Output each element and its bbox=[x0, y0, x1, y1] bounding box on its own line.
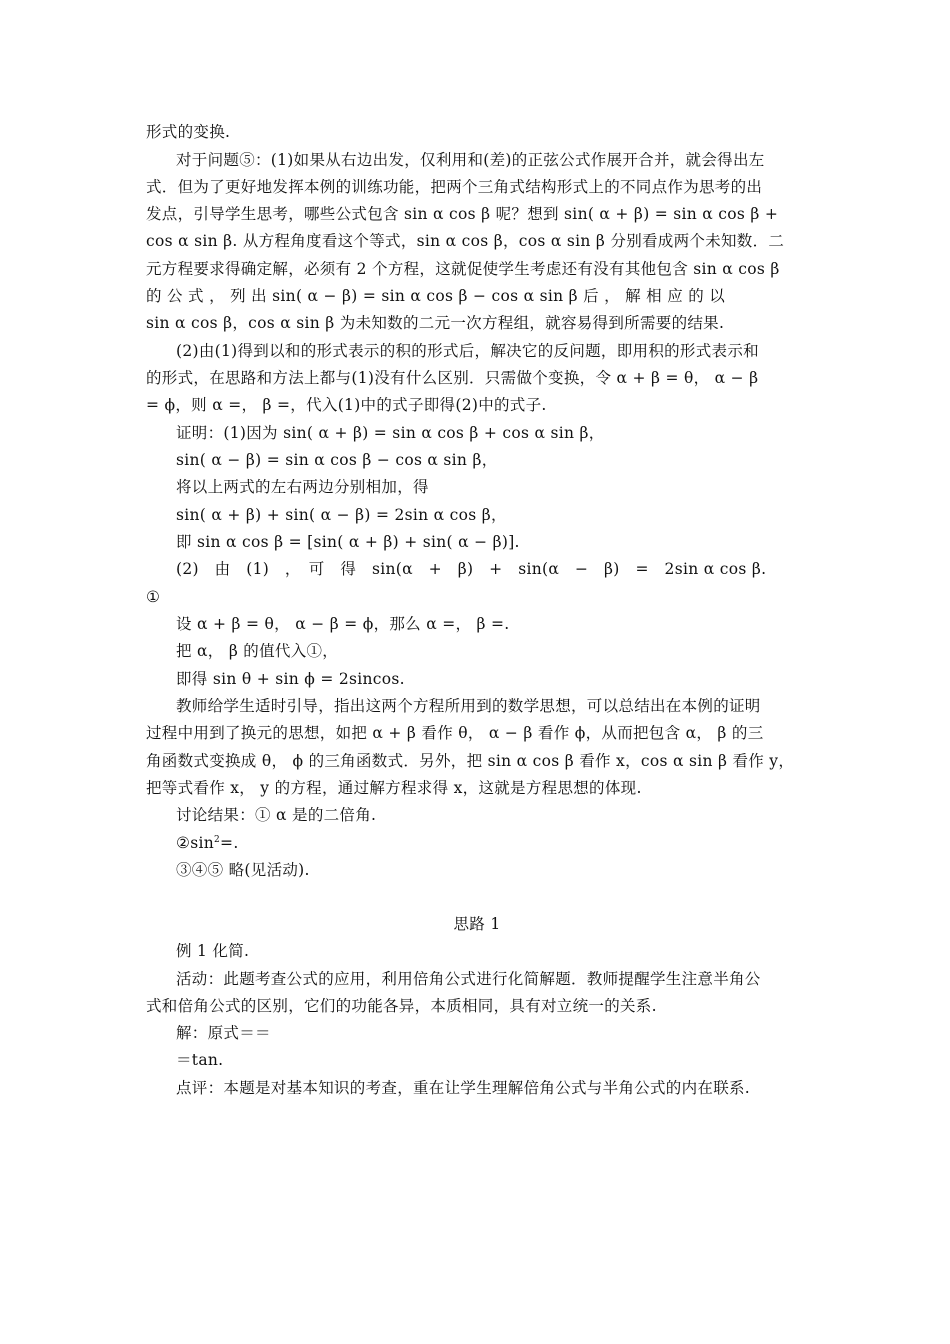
text-line: 形式的变换. bbox=[146, 123, 231, 141]
text-line: ＝tan. bbox=[176, 1051, 224, 1069]
text-line: 讨论结果：① α 是的二倍角. bbox=[176, 806, 377, 824]
text-line: 点评：本题是对基本知识的考查，重在让学生理解倍角公式与半角公式的内在联系. bbox=[176, 1079, 751, 1097]
text-line bbox=[176, 833, 808, 853]
text-line: 解：原式＝＝ bbox=[176, 1024, 271, 1042]
text-line: 过程中用到了换元的思想，如把 α + β 看作 θ， α − β 看作 ϕ，从而把包含 α， β 的三 bbox=[146, 724, 764, 742]
text-line: 的形式，在思路和方法上都与(1)没有什么区别．只需做个变换，令 α + β = θ， α − β bbox=[146, 369, 759, 387]
text-line: 式．但为了更好地发挥本例的训练功能，把两个三角式结构形式上的不同点作为思考的出 bbox=[146, 178, 763, 196]
text-line: 即 sin α cos β = [sin( α + β) + sin( α − β)]. bbox=[176, 533, 520, 551]
text-line: (2) 由 (1) ， 可 得 sin(α + β) + sin(α − β) = 2sin α cos β. bbox=[176, 560, 767, 578]
superscript: 2 bbox=[214, 834, 221, 845]
text-line: cos α sin β. 从方程角度看这个等式，sin α cos β，cos α sin β 分别看成两个未知数．二 bbox=[146, 232, 785, 250]
text-line: 角函数式变换成 θ， ϕ 的三角函数式．另外，把 sin α cos β 看作 x，cos α sin β 看作 y， bbox=[146, 752, 795, 770]
text-line: 对于问题⑤：(1)如果从右边出发，仅利用和(差)的正弦公式作展开合并，就会得出左 bbox=[176, 151, 765, 169]
text-line: sin( α + β) + sin( α − β) = 2sin α cos β， bbox=[176, 506, 507, 524]
text-line: (2)由(1)得到以和的形式表示的积的形式后，解决它的反问题，即用积的形式表示和 bbox=[176, 342, 759, 360]
text-line: ① bbox=[146, 588, 161, 606]
text-line: 式和倍角公式的区别，它们的功能各异，本质相同，具有对立统一的关系. bbox=[146, 997, 657, 1015]
text-line: 教师给学生适时引导，指出这两个方程所用到的数学思想，可以总结出在本例的证明 bbox=[176, 697, 761, 715]
text-line: 把 α， β 的值代入①， bbox=[176, 642, 339, 660]
text-line: sin α cos β，cos α sin β 为未知数的二元一次方程组，就容易得到所需要的结果. bbox=[146, 314, 725, 332]
text-line: 元方程要求得确定解，必须有 2 个方程，这就促使学生考虑还有没有其他包含 sin α cos β bbox=[146, 260, 780, 278]
text-line: 即得 sin θ + sin ϕ = 2sincos. bbox=[176, 670, 405, 688]
text-line: 的 公 式 ， 列 出 sin( α − β) = sin α cos β − cos α sin β 后 ， 解 相 应 的 以 bbox=[146, 287, 726, 305]
text-fragment: ②sin bbox=[176, 834, 214, 852]
text-line: 发点，引导学生思考，哪些公式包含 sin α cos β 呢？想到 sin( α + β) = sin α cos β + bbox=[146, 205, 779, 223]
text-line: 把等式看作 x， y 的方程，通过解方程求得 x，这就是方程思想的体现. bbox=[146, 779, 642, 797]
text-line: 将以上两式的左右两边分别相加，得 bbox=[176, 478, 429, 496]
text-line: 证明：(1)因为 sin( α + β) = sin α cos β + cos α sin β， bbox=[176, 424, 605, 442]
text-line: ③④⑤ 略(见活动). bbox=[176, 861, 310, 879]
section-heading: 思路 1 bbox=[453, 915, 501, 933]
text-line: 设 α + β = θ， α − β = ϕ，那么 α =， β =. bbox=[176, 615, 510, 633]
text-line: = ϕ，则 α =， β =，代入(1)中的式子即得(2)中的式子. bbox=[146, 396, 547, 414]
text-fragment: =. bbox=[220, 834, 239, 852]
text-line: sin( α − β) = sin α cos β − cos α sin β， bbox=[176, 451, 498, 469]
text-line: 例 1 化简. bbox=[176, 942, 250, 960]
text-line: 活动：此题考查公式的应用，利用倍角公式进行化简解题．教师提醒学生注意半角公 bbox=[176, 970, 761, 988]
